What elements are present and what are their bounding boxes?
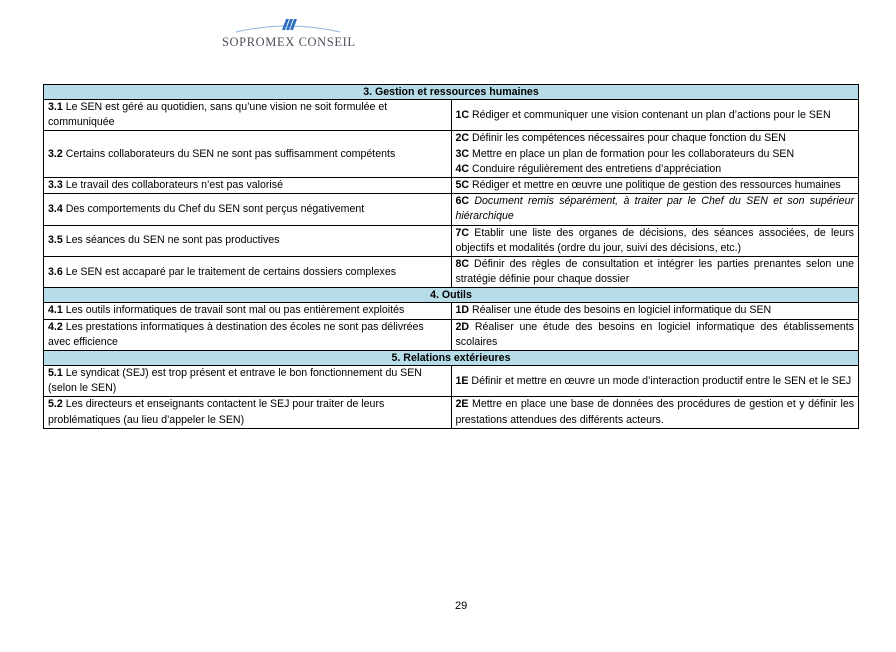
- action-cell: [451, 178, 859, 194]
- problem-cell: [44, 257, 452, 288]
- action-cell: [451, 319, 859, 350]
- problem-text: Le SEN est géré au quotidien, sans qu’une vision ne soit formulée et communiquée: [48, 101, 388, 129]
- action-code: 4C: [455, 162, 470, 175]
- action-code: 1E: [455, 374, 469, 387]
- problem-cell: [44, 194, 452, 225]
- action-item: [456, 178, 855, 193]
- action-code: 5C: [455, 179, 470, 192]
- action-code: 6C: [455, 195, 470, 208]
- problem-cell: [44, 366, 452, 397]
- problem-text: Les séances du SEN ne sont pas productives: [65, 234, 280, 247]
- problem-text: Certains collaborateurs du SEN ne sont pas suffisamment compétents: [65, 147, 396, 160]
- action-cell: [451, 366, 859, 397]
- findings-table: [43, 84, 859, 429]
- action-text: Définir les compétences nécessaires pour chaque fonction du SEN: [472, 132, 786, 145]
- table-row: [44, 225, 859, 256]
- action-text: Conduire régulièrement des entretiens d’appréciation: [472, 162, 722, 175]
- logo-stripes-icon: [222, 16, 354, 36]
- action-code: 8C: [455, 258, 470, 271]
- section-title: 5. Relations extérieures: [44, 351, 859, 366]
- table-row: [44, 194, 859, 225]
- problem-code: 3.3: [48, 179, 63, 192]
- action-item: [456, 257, 855, 287]
- problem-code: 3.1: [48, 101, 63, 113]
- action-text: Réaliser une étude des besoins en logiciel informatique du SEN: [472, 304, 772, 317]
- problem-code: 4.2: [48, 320, 63, 333]
- problem-text: Les prestations informatiques à destination des écoles ne sont pas délivrées avec efficience: [48, 320, 424, 348]
- problem-code: 3.2: [48, 147, 63, 160]
- action-cell: [451, 194, 859, 225]
- action-item: [456, 397, 855, 427]
- action-item: [456, 162, 855, 177]
- problem-text: Le syndicat (SEJ) est trop présent et entrave le bon fonctionnement du SEN (selon le SEN): [48, 367, 422, 395]
- problem-text: Les outils informatiques de travail sont mal ou pas entièrement exploités: [65, 304, 405, 317]
- problem-code: 4.1: [48, 304, 63, 317]
- table-row: [44, 319, 859, 350]
- action-text: Rédiger et communiquer une vision contenant un plan d’actions pour le SEN: [472, 108, 831, 121]
- logo-text: SOPROMEX CONSEIL: [222, 35, 356, 49]
- section-header-row: [44, 85, 859, 100]
- action-item: [456, 108, 855, 123]
- problem-cell: [44, 131, 452, 178]
- action-text: Document remis séparément, à traiter par le Chef du SEN et son supérieur hiérarchique: [455, 195, 854, 223]
- action-item: [456, 374, 855, 389]
- action-code: 2E: [455, 398, 469, 411]
- action-code: 1C: [455, 108, 470, 121]
- action-item: [456, 194, 855, 224]
- action-code: 2D: [455, 320, 470, 333]
- action-item: [456, 147, 855, 162]
- section-header-row: [44, 351, 859, 366]
- table-row: [44, 257, 859, 288]
- action-text: Mettre en place un plan de formation pour les collaborateurs du SEN: [472, 147, 795, 160]
- section-title: 3. Gestion et ressources humaines: [44, 85, 859, 100]
- problem-text: Des comportements du Chef du SEN sont perçus négativement: [65, 202, 365, 215]
- action-text: Rédiger et mettre en œuvre une politique de gestion des ressources humaines: [472, 179, 841, 192]
- action-text: Définir et mettre en œuvre un mode d’interaction productif entre le SEN et le SEJ: [471, 374, 852, 387]
- problem-text: Le travail des collaborateurs n’est pas valorisé: [65, 179, 283, 192]
- problem-code: 3.4: [48, 202, 63, 215]
- problem-cell: [44, 100, 452, 131]
- action-item: [456, 226, 855, 256]
- action-text: Etablir une liste des organes de décisions, des séances associées, de leurs objectifs et modalités (ordre du jour, suivi des décisions, etc.): [455, 226, 854, 254]
- action-cell: [451, 397, 859, 428]
- company-logo: [222, 16, 354, 52]
- action-cell: [451, 225, 859, 256]
- action-text: Réaliser une étude des besoins en logiciel informatique des établissements scolaires: [455, 320, 854, 348]
- action-cell: [451, 303, 859, 319]
- table-row: [44, 131, 859, 178]
- problem-cell: [44, 225, 452, 256]
- table-row: [44, 100, 859, 131]
- problem-text: Le SEN est accaparé par le traitement de certains dossiers complexes: [65, 265, 397, 278]
- table-row: [44, 303, 859, 319]
- table-row: [44, 366, 859, 397]
- action-item: [456, 303, 855, 318]
- table-row: [44, 178, 859, 194]
- action-item: [456, 131, 855, 146]
- action-code: 7C: [455, 226, 470, 239]
- problem-cell: [44, 397, 452, 428]
- problem-cell: [44, 319, 452, 350]
- action-cell: [451, 100, 859, 131]
- action-text: Définir des règles de consultation et intégrer les parties prenantes selon une stratégie définie pour chaque dossier: [455, 258, 854, 286]
- action-item: [456, 320, 855, 350]
- table-row: [44, 397, 859, 428]
- problem-cell: [44, 303, 452, 319]
- action-cell: [451, 131, 859, 178]
- section-header-row: [44, 288, 859, 303]
- problem-code: 3.6: [48, 265, 63, 278]
- section-title: 4. Outils: [44, 288, 859, 303]
- action-cell: [451, 257, 859, 288]
- problem-text: Les directeurs et enseignants contactent le SEJ pour traiter de leurs problématiques (au lieu d’appeler le SEN): [48, 398, 385, 426]
- problem-code: 3.5: [48, 234, 63, 247]
- problem-code: 5.1: [48, 367, 63, 380]
- action-text: Mettre en place une base de données des procédures de gestion et y définir les prestations attendues des différents acteurs.: [455, 398, 855, 426]
- action-code: 3C: [455, 147, 470, 160]
- page-number: 29: [455, 600, 468, 612]
- action-code: 2C: [455, 132, 470, 145]
- problem-cell: [44, 178, 452, 194]
- problem-code: 5.2: [48, 398, 63, 411]
- action-code: 1D: [455, 304, 470, 317]
